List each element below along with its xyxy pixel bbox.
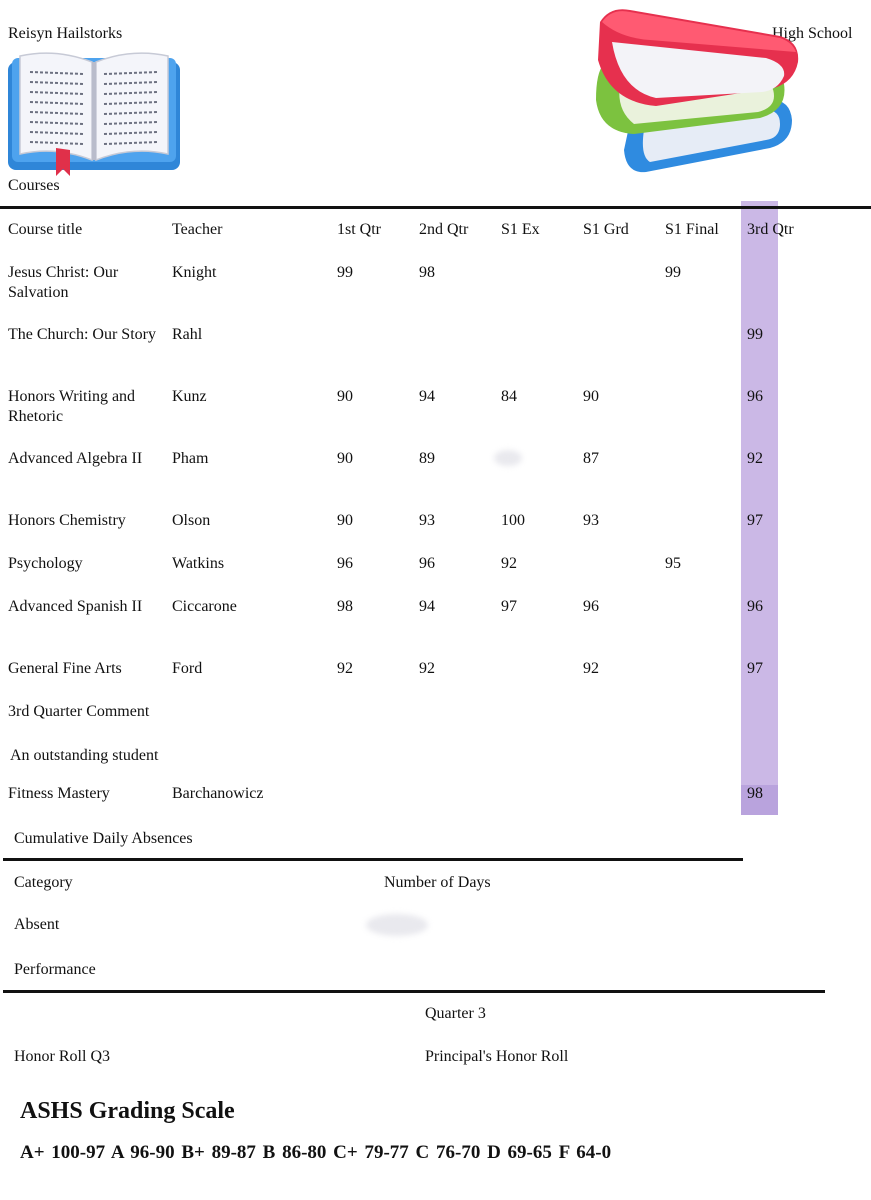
honor-value: Principal's Honor Roll: [425, 1048, 569, 1065]
course-teacher: Kunz: [172, 388, 207, 405]
course-title: Jesus Christ: Our Salvation: [8, 264, 119, 301]
grade-q1: 92: [337, 660, 353, 677]
course-title: The Church: Our Story: [8, 326, 156, 343]
comment-text: An outstanding student: [10, 747, 159, 764]
school-name-fragment: High School: [772, 25, 853, 42]
col-header-q3: 3rd Qtr: [747, 221, 794, 238]
grade-s1-grade: 96: [583, 598, 599, 615]
col-header-teacher: Teacher: [172, 221, 223, 238]
honor-label: Honor Roll Q3: [14, 1048, 110, 1065]
honor-header-quarter: Quarter 3: [425, 1005, 486, 1022]
col-header-course-title: Course title: [8, 221, 83, 238]
grade-s1-exam: 100: [501, 512, 525, 529]
grade-s1-grade: 92: [583, 660, 599, 677]
comment-label: 3rd Quarter Comment: [8, 703, 150, 720]
grade-q3: 96: [747, 598, 763, 615]
col-header-s1-final: S1 Final: [665, 221, 719, 238]
absences-header-category: Category: [14, 874, 73, 891]
grade-s1-grade: 93: [583, 512, 599, 529]
grade-s1-final: 95: [665, 555, 681, 572]
grading-scale-title: ASHS Grading Scale: [20, 1098, 235, 1124]
section-label-courses: Courses: [8, 177, 60, 194]
grade-q2: 93: [419, 512, 435, 529]
grade-s1-grade: 87: [583, 450, 599, 467]
course-teacher: Knight: [172, 264, 217, 281]
grading-scale-line: A+ 100-97 A 96-90 B+ 89-87 B 86-80 C+ 79-77 C 76-70 D 69-65 F 64-0: [20, 1142, 612, 1163]
grade-q3: 97: [747, 512, 763, 529]
course-teacher: Rahl: [172, 326, 203, 343]
grade-q2: 92: [419, 660, 435, 677]
course-title: Advanced Algebra II: [8, 450, 143, 467]
redacted-smudge: [494, 450, 522, 466]
grade-q2: 94: [419, 388, 435, 405]
grade-q1: 96: [337, 555, 353, 572]
col-header-q1: 1st Qtr: [337, 221, 381, 238]
grade-q1: 90: [337, 388, 353, 405]
absences-row-performance: Performance: [14, 961, 96, 978]
third-quarter-highlight: [741, 201, 778, 815]
grade-q3: 96: [747, 388, 763, 405]
course-teacher: Ciccarone: [172, 598, 237, 615]
courses-top-rule: [0, 206, 871, 209]
grade-q3-fitness: 98: [747, 785, 763, 802]
grade-q3: 97: [747, 660, 763, 677]
grade-q3: 92: [747, 450, 763, 467]
course-teacher: Ford: [172, 660, 203, 677]
honor-rule: [3, 990, 825, 993]
grade-s1-grade: 90: [583, 388, 599, 405]
grade-s1-final: 99: [665, 264, 681, 281]
course-title-fitness: Fitness Mastery: [8, 785, 110, 802]
course-title: Psychology: [8, 555, 83, 572]
grade-q2: 96: [419, 555, 435, 572]
grade-s1-exam: 84: [501, 388, 517, 405]
course-title: Honors Writing and Rhetoric: [8, 388, 136, 425]
grade-q1: 99: [337, 264, 353, 281]
absences-row-absent: Absent: [14, 916, 60, 933]
student-name: Reisyn Hailstorks: [8, 25, 123, 42]
col-header-s1-grade: S1 Grd: [583, 221, 629, 238]
grade-q2: 94: [419, 598, 435, 615]
open-book-icon: [6, 48, 182, 178]
absences-title: Cumulative Daily Absences: [14, 830, 193, 847]
course-title: General Fine Arts: [8, 660, 122, 677]
stack-of-books-icon: [590, 0, 802, 178]
course-teacher: Pham: [172, 450, 209, 467]
redacted-smudge: [366, 914, 428, 936]
col-header-s1-exam: S1 Ex: [501, 221, 540, 238]
grade-q1: 98: [337, 598, 353, 615]
grade-q2: 98: [419, 264, 435, 281]
grade-s1-exam: 97: [501, 598, 517, 615]
course-teacher: Watkins: [172, 555, 225, 572]
absences-rule: [3, 858, 743, 861]
grade-s1-exam: 92: [501, 555, 517, 572]
grade-q1: 90: [337, 512, 353, 529]
grade-q2: 89: [419, 450, 435, 467]
course-title: Honors Chemistry: [8, 512, 126, 529]
grade-q3: 99: [747, 326, 763, 343]
course-teacher: Olson: [172, 512, 211, 529]
col-header-q2: 2nd Qtr: [419, 221, 469, 238]
grade-q1: 90: [337, 450, 353, 467]
course-teacher-fitness: Barchanowicz: [172, 785, 264, 802]
course-title: Advanced Spanish II: [8, 598, 143, 615]
absences-header-days: Number of Days: [384, 874, 491, 891]
